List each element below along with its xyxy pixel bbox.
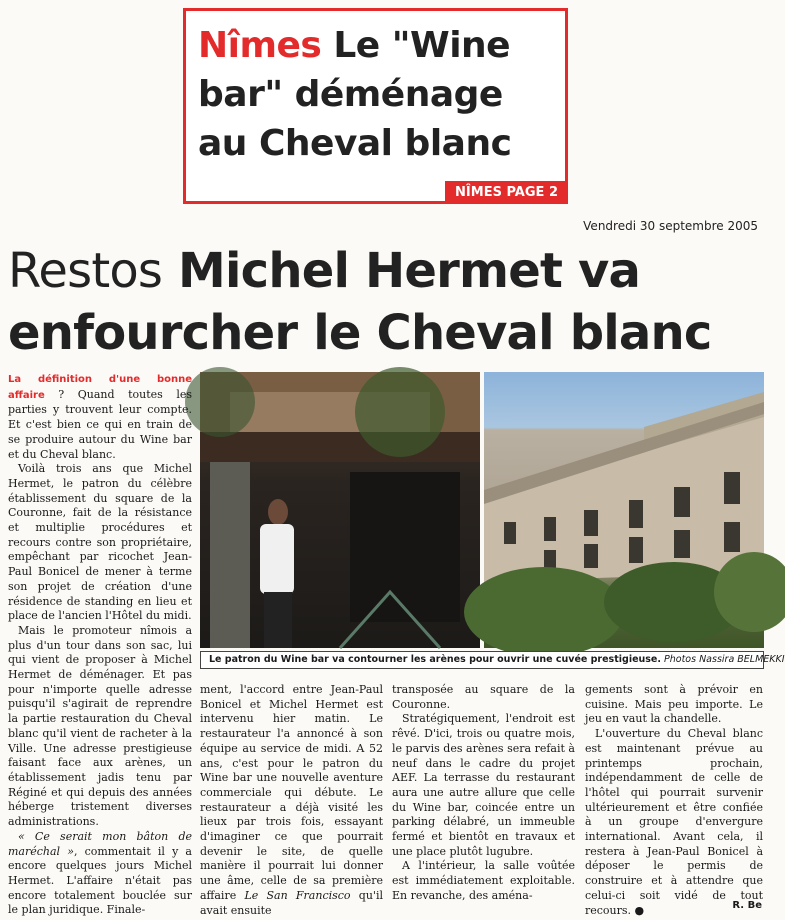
lead-text: ? Quand toutes les parties y trouvent leur compte. Et c'est bien ce qui en train de se produire autour du Wine bar et du Cheval blanc. — [8, 387, 192, 461]
paragraph: Stratégiquement, l'endroit est rêvé. D'ici, trois ou quatre mois, le parvis des arènes sera refait à neuf dans le cadre du projet AEF. La terrasse du restaurant aura une autre allure que celle du Wine bar, coincée entre un parking délabré, un immeuble fermé et bientôt en travaux et une place plutôt lugubre. — [392, 712, 575, 858]
photo-caption — [200, 651, 785, 669]
cheval-blanc-illustration — [484, 372, 764, 648]
lead-paragraph — [8, 372, 192, 462]
author-signature: R. Be — [732, 900, 762, 911]
article-column-4 — [585, 683, 763, 918]
photo-cheval-blanc — [484, 372, 764, 648]
article-column-1 — [8, 372, 192, 918]
paragraph-end: qu'il avait ensuite — [200, 888, 383, 917]
paragraph: Voilà trois ans que Michel Hermet, le patron du célèbre établissement du square de la Couronne, fait de la résistance et multiplie procédures et recours contre son propriétaire, empêchant par ricochet Jean-Paul Bonicel de mener à terme son projet de création d'une résidence de standing en lieu et place de l'ancien l'Hôtel du midi. — [8, 462, 192, 623]
paragraph-text: ment, l'accord entre Jean-Paul Bonicel et Michel Hermet est intervenu hier matin. Le restaurateur l'a annoncé à son équipe au service de midi. A 52 ans, c'est pour le patron du Wine bar une nouvelle aventure commerciale qui débute. Le restaurateur a déjà visité les lieux par trois fois, essayant d'imaginer ce que pourrait devenir le site, de quelle manière il pourrait lui donner une âme, celle de sa première affaire — [200, 683, 383, 902]
headline-title: Michel Hermet va enfourcher le Cheval blanc — [8, 243, 712, 361]
quote: « Ce serait mon bâton de maréchal » — [8, 829, 192, 858]
paragraph: gements sont à prévoir en cuisine. Mais peu importe. Le jeu en vaut la chandelle. — [585, 683, 763, 726]
teaser-page-reference[interactable]: NÎMES PAGE 2 — [445, 181, 568, 204]
article-column-2 — [200, 683, 383, 918]
article-column-3 — [392, 683, 575, 904]
publication-date: Vendredi 30 septembre 2005 — [583, 219, 758, 233]
front-page-teaser[interactable] — [183, 8, 568, 204]
paragraph: transposée au square de la Couronne. — [392, 683, 575, 711]
restaurant-name: Le San Francisco — [244, 888, 351, 902]
quote-paragraph — [8, 830, 192, 918]
paragraph — [200, 683, 383, 918]
teaser-kicker: Nîmes — [198, 25, 322, 66]
headline-kicker: Restos — [8, 243, 163, 299]
caption-text: Le patron du Wine bar va contourner les arènes pour ouvrir une cuvée prestigieuse. — [209, 654, 661, 665]
article-headline — [8, 240, 763, 364]
teaser-title-text: Le "Wine bar" déménage au Cheval blanc — [198, 25, 512, 164]
photo-credit: Photos Nassira BELMEKKI — [660, 654, 785, 665]
photo-wine-bar — [200, 372, 480, 648]
wine-bar-illustration — [200, 372, 480, 648]
paragraph: A l'intérieur, la salle voûtée est immédiatement exploitable. En revanche, des aména- — [392, 859, 575, 902]
teaser-title — [198, 21, 558, 168]
quote-continuation: , commentait il y a encore quelques jours Michel Hermet. L'affaire n'était pas encore totalement bouclée sur le plan juridique. Finale- — [8, 844, 192, 917]
paragraph: L'ouverture du Cheval blanc est maintenant prévue au printemps prochain, indépendamment de celle de l'hôtel qui pourrait survenir ultérieurement et être confiée à un groupe d'envergure international. Avant cela, il restera à Jean-Paul Bonicel à déposer le permis de construire et à attendre que celui-ci soit vidé de tout recours. ● — [585, 727, 763, 917]
paragraph: Mais le promoteur nîmois a plus d'un tour dans son sac, lui qui vient de proposer à Michel Hermet de déménager. Et pas pour n'importe quelle adresse puisqu'il s'agirait de reprendre la partie restauration du Cheval blanc qu'il vient de racheter à la Ville. Une adresse prestigieuse faisant face aux arènes, un établissement jadis tenu par Réginé et qui depuis des années héberge tristement diverses administrations. — [8, 623, 192, 829]
lead-label: La définition d'une bonne affaire — [8, 374, 192, 401]
